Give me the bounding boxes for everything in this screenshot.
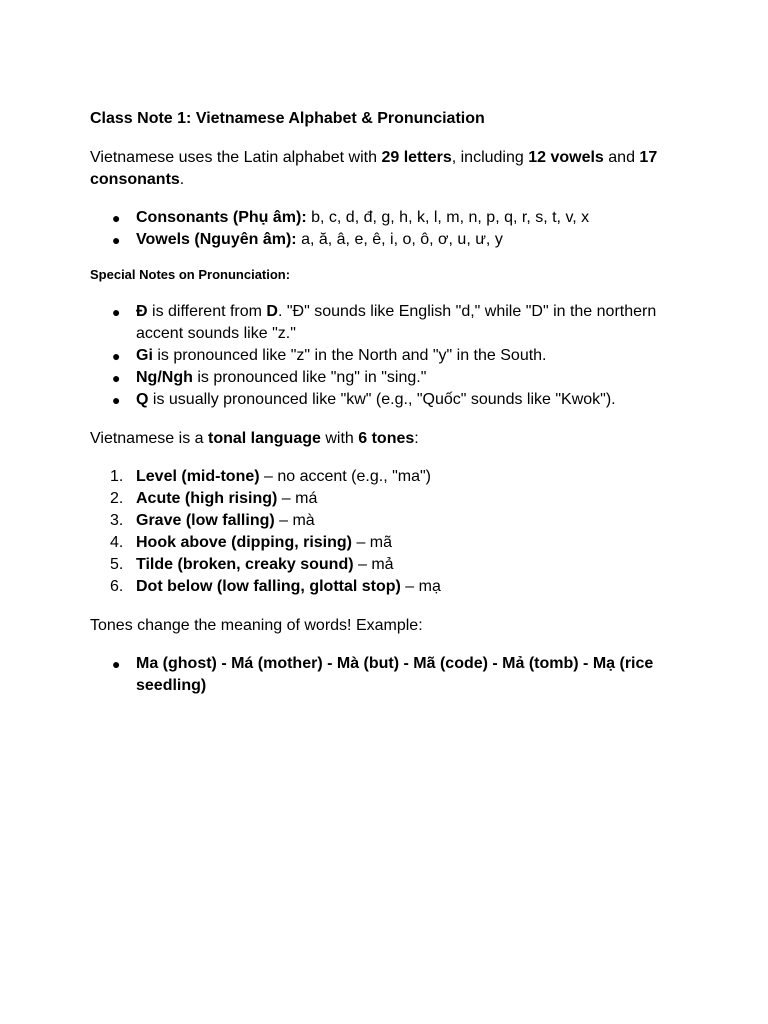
bullet-icon: ● xyxy=(112,210,121,226)
pronunciation-notes-list xyxy=(90,301,680,411)
tone-text: – mạ xyxy=(400,578,441,595)
item-text: b, c, d, đ, g, h, k, l, m, n, p, q, r, s, t, v, x xyxy=(306,209,590,226)
example-list xyxy=(90,653,680,697)
bullet-icon: ● xyxy=(112,304,121,320)
list-item xyxy=(90,653,680,697)
letter-label: D xyxy=(266,303,278,320)
tone-label: Dot below (low falling, glottal stop) xyxy=(136,578,401,595)
example-text: Ma (ghost) - Má (mother) - Mà (but) - Mã (code) - Mả (tomb) - Mạ (rice seedling) xyxy=(136,655,654,694)
tones-count: 6 tones xyxy=(358,430,415,447)
section-heading: Special Notes on Pronunciation: xyxy=(90,267,291,282)
bullet-icon: ● xyxy=(112,392,121,408)
tonal-text: Vietnamese is a xyxy=(90,430,208,447)
letter-label: Đ xyxy=(136,303,148,320)
list-item xyxy=(90,207,680,229)
letter-label: Q xyxy=(136,391,149,408)
tone-label: Hook above (dipping, rising) xyxy=(136,534,352,551)
alphabet-list xyxy=(90,207,680,251)
list-item xyxy=(90,466,680,488)
note-text: . "Đ" sounds like English "d," while "D" in the northern accent sounds like "z." xyxy=(136,303,657,342)
letters-count: 29 letters xyxy=(381,149,452,166)
intro-text: , including xyxy=(451,149,529,166)
list-item xyxy=(90,301,680,345)
list-item xyxy=(90,576,680,598)
tonal-text: with xyxy=(320,430,359,447)
note-text: is pronounced like "z" in the North and "y" in the South. xyxy=(152,347,547,364)
list-item xyxy=(90,367,680,389)
item-label: Consonants (Phụ âm): xyxy=(136,209,307,226)
intro-text: and xyxy=(603,149,640,166)
tone-label: Grave (low falling) xyxy=(136,512,275,529)
bullet-icon: ● xyxy=(112,348,121,364)
tone-text: – no accent (e.g., "ma") xyxy=(259,468,431,485)
list-item xyxy=(90,345,680,367)
list-item xyxy=(90,488,680,510)
letter-label: Ng/Ngh xyxy=(136,369,193,386)
tone-label: Level (mid-tone) xyxy=(136,468,260,485)
item-number: 2. xyxy=(110,490,124,507)
item-number: 6. xyxy=(110,578,124,595)
item-number: 3. xyxy=(110,512,124,529)
tone-label: Tilde (broken, creaky sound) xyxy=(136,556,354,573)
intro-text: Vietnamese uses the Latin alphabet with xyxy=(90,149,382,166)
item-number: 1. xyxy=(110,468,124,485)
consonants-count: 17 consonants xyxy=(90,149,658,188)
tone-text: – má xyxy=(277,490,318,507)
item-text: a, ă, â, e, ê, i, o, ô, ơ, u, ư, y xyxy=(296,231,503,248)
tonal-text: : xyxy=(414,430,419,447)
item-label: Vowels (Nguyên âm): xyxy=(136,231,297,248)
list-item xyxy=(90,554,680,576)
note-text: is different from xyxy=(147,303,267,320)
page-title: Class Note 1: Vietnamese Alphabet & Pronunciation xyxy=(90,110,485,127)
intro-paragraph xyxy=(90,147,680,191)
tonal-paragraph xyxy=(90,428,680,450)
list-item xyxy=(90,229,680,251)
list-item xyxy=(90,389,680,411)
bullet-icon: ● xyxy=(112,656,121,672)
list-item xyxy=(90,532,680,554)
note-text: is usually pronounced like "kw" (e.g., "Quốc" sounds like "Kwok"). xyxy=(148,391,616,408)
tone-text: – mà xyxy=(274,512,315,529)
tone-text: – mã xyxy=(352,534,393,551)
vowels-count: 12 vowels xyxy=(528,149,604,166)
bullet-icon: ● xyxy=(112,370,121,386)
example-intro: Tones change the meaning of words! Example: xyxy=(90,617,423,634)
tonal-language-term: tonal language xyxy=(208,430,321,447)
letter-label: Gi xyxy=(136,347,153,364)
note-text: is pronounced like "ng" in "sing." xyxy=(192,369,427,386)
tones-list xyxy=(90,466,680,598)
item-number: 4. xyxy=(110,534,124,551)
intro-text: . xyxy=(179,171,185,188)
tone-label: Acute (high rising) xyxy=(136,490,278,507)
item-number: 5. xyxy=(110,556,124,573)
list-item xyxy=(90,510,680,532)
tone-text: – mả xyxy=(353,556,394,573)
bullet-icon: ● xyxy=(112,232,121,248)
